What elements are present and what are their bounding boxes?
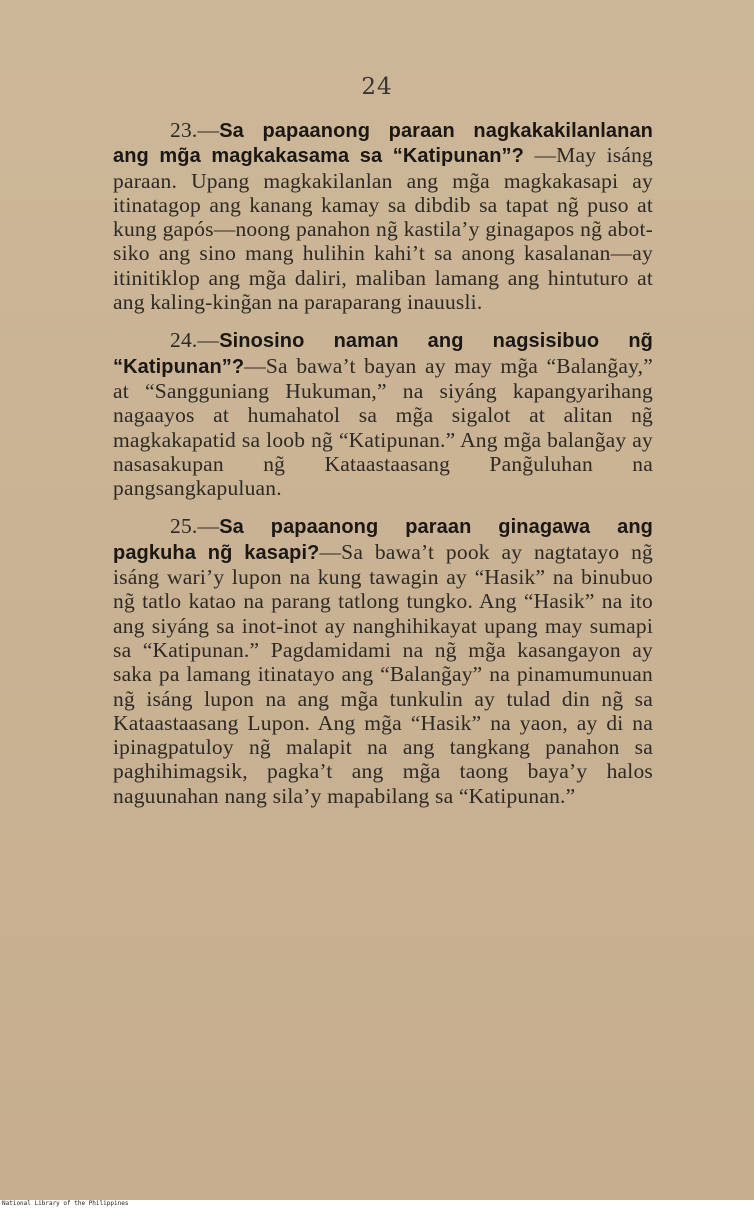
paragraph-number: 23.— [170, 118, 220, 142]
paragraph-number: 24.— [170, 328, 220, 353]
paragraph-25 [113, 514, 653, 808]
footer-bar [0, 1200, 754, 1208]
answer-text: —May isáng paraan. Upang magkakilanlan ang mg̃a magkakasapi ay itinatagop ang kanang kamay sa dibdib sa tapat ng̃ puso at kung gapós—noong panahon ng̃ kastila’y ginagapos ng̃ abot-siko ang sino mang hulihin kahi’t sa anong kasalanan—ay itinitiklop ang mg̃a daliri, maliban lamang ang hintuturo at ang kaling-king̃an na paraparang inauusli. [113, 143, 653, 315]
question-text: Sa papaanong paraan nagkakakilanlanan ang mg̃a magkakasama sa “Katipunan”? [113, 120, 653, 168]
page-body [113, 118, 653, 822]
paragraph-23 [113, 118, 653, 314]
paragraph-24 [113, 328, 653, 500]
question-text: Sinosino naman ang nagsisibuo ng̃ “Katipunan”? [113, 330, 653, 378]
question-text: Sa papaanong paraan ginagawa ang pagkuha ng̃ kasapi? [113, 516, 653, 564]
answer-text: —Sa bawa’t bayan ay may mg̃a “Balang̃ay,” at “Sangguniang Hukuman,” na siyáng kapangyarihang nagaayos at humahatol sa mg̃a sigalot at alitan ng̃ magkakapatid sa loob ng̃ “Katipunan.” Ang mg̃a balang̃ay ay nasasakupan ng̃ Kataastaasang Pang̃uluhan na pangsangkapuluan. [113, 353, 653, 501]
library-credit: National Library of the Philippines [2, 1200, 129, 1207]
answer-text: —Sa bawa’t pook ay nagtatayo ng̃ isáng wari’y lupon na kung tawagin ay “Hasik” na binubuo ng̃ tatlo katao na parang tatlong tungko. Ang “Hasik” na ito ang siyáng sa inot-inot ay nanghihikayat upang may sumapi sa “Katipunan.” Pagdamidami na ng̃ mg̃a kasangayon ay saka pa lamang itinatayo ang “Balang̃ay” na pinamumunuan ng̃ isáng lupon na ang mg̃a tunkulin ay tulad din ng̃ sa Kataastaasang Lupon. Ang mg̃a “Hasik” na yaon, ay di na ipinagpatuloy ng̃ malapit na ang tangkang panahon sa paghihimagsik, pagka’t ang mg̃a taong baya’y halos naguunahan nang sila’y mapabilang sa “Katipunan.” [113, 539, 653, 808]
page-number: 24 [361, 74, 393, 100]
paragraph-number: 25.— [170, 514, 220, 539]
